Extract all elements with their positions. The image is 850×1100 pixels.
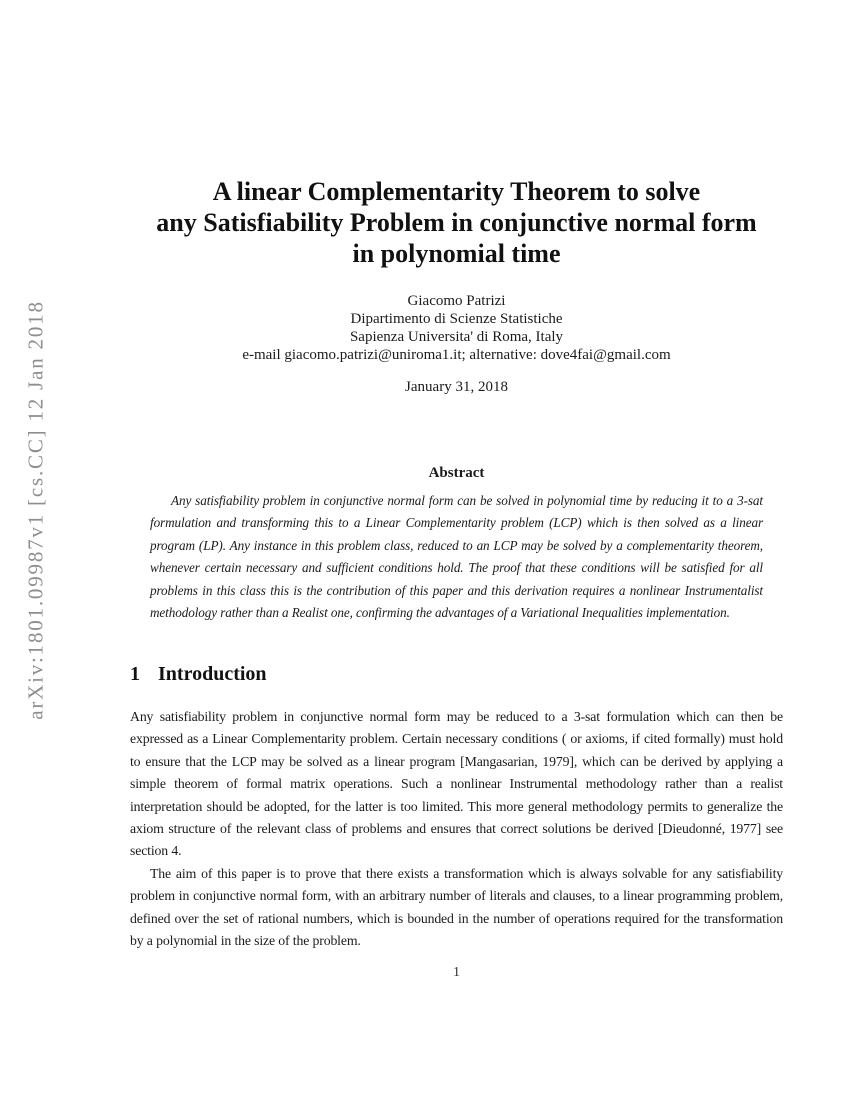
section-number: 1	[130, 663, 140, 685]
introduction-paragraph-1: Any satisfiability problem in conjunctive normal form may be reduced to a 3-sat formulation which can then be expressed as a Linear Complementarity problem. Certain necessary conditions ( or axioms, if cited formally) must hold to ensure that the LCP may be solved as a linear program [Mangasarian, 1979], which can be derived by applying a simple theorem of formal matrix operations. Such a nonlinear Instrumental methodology rather than a realist interpretation should be adopted, for the latter is too limited. This more general methodology permits to generalize the axiom structure of the relevant class of problems and ensures that correct solutions be derived [Dieudonné, 1977] see section 4.	[130, 709, 783, 859]
arxiv-watermark: arXiv:1801.09987v1 [cs.CC] 12 Jan 2018	[23, 300, 48, 720]
abstract-heading: Abstract	[428, 465, 485, 481]
introduction-body	[130, 706, 783, 952]
paper-title-line-3: in polynomial time	[352, 239, 561, 268]
introduction-paragraph-2: The aim of this paper is to prove that there exists a transformation which is always solvable for any satisfiability problem in conjunctive normal form, with an arbitrary number of literals and clauses, to a linear programming problem, defined over the set of rational numbers, which is bounded in the number of operations required for the transformation by a polynomial in the size of the problem.	[130, 865, 783, 949]
paper-title	[130, 176, 783, 269]
paper-title-line-2: any Satisfiability Problem in conjunctive normal form	[156, 208, 757, 237]
author-university: Sapienza Universita' di Roma, Italy	[349, 329, 564, 345]
author-name: Giacomo Patrizi	[407, 293, 506, 309]
section-heading-introduction	[130, 663, 267, 686]
author-email: e-mail giacomo.patrizi@uniroma1.it; alternative: dove4fai@gmail.com	[242, 347, 671, 363]
paper-date: January 31, 2018	[405, 379, 508, 395]
abstract-text: Any satisfiability problem in conjunctive normal form can be solved in polynomial time by reducing it to a 3-sat formulation and transforming this to a Linear Complementarity problem (LCP) which is then solved as a linear program (LP). Any instance in this problem class, reduced to an LCP may be solved by a complementarity theorem, whenever certain necessary and sufficient conditions hold. The proof that these conditions will be satisfied for all problems in this class this is the contribution of this paper and this derivation requires a nonlinear Instrumentalist methodology rather than a Realist one, confirming the advantages of a Variational Inequalities implementation.	[150, 493, 763, 621]
author-department: Dipartimento di Scienze Statistiche	[350, 311, 563, 327]
paper-title-line-1: A linear Complementarity Theorem to solve	[212, 177, 701, 206]
author-block	[130, 292, 783, 364]
page-number: 1	[453, 965, 460, 980]
section-title: Introduction	[158, 663, 267, 685]
